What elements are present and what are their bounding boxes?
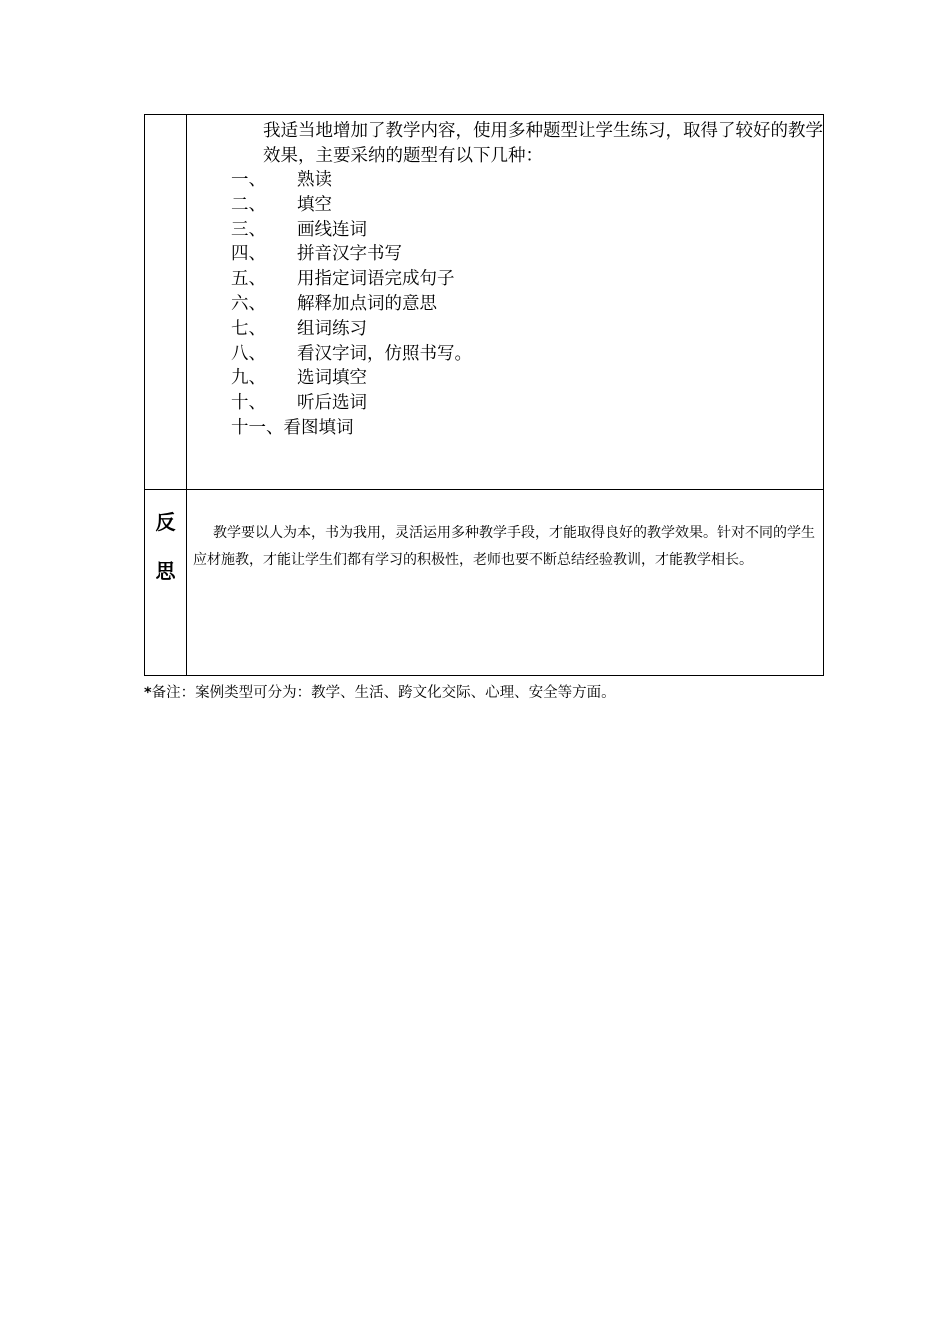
item-number: 三、 — [231, 219, 266, 240]
list-item — [231, 317, 472, 342]
item-number: 五、 — [231, 269, 266, 290]
item-text: 熟读 — [297, 170, 332, 190]
item-text: 用指定词语完成句子 — [297, 269, 455, 290]
reflection-label-cell — [145, 490, 187, 676]
item-text: 选词填空 — [297, 368, 367, 389]
list-item — [231, 242, 472, 267]
footnote — [144, 681, 616, 702]
item-text: 画线连词 — [297, 219, 367, 240]
item-text: 看汉字词，仿照书写。 — [297, 343, 472, 364]
item-number: 四、 — [231, 244, 266, 265]
item-text: 解释加点词的意思 — [297, 293, 437, 314]
list-item — [231, 416, 472, 441]
method-list — [231, 168, 472, 441]
reflection-content-cell — [187, 490, 824, 676]
list-item — [231, 168, 472, 193]
list-item — [231, 292, 472, 317]
item-text: 填空 — [297, 194, 332, 215]
case-table — [144, 114, 824, 676]
item-number: 九、 — [231, 368, 266, 389]
item-text: 听后选词 — [297, 393, 367, 414]
list-item — [231, 342, 472, 367]
list-item — [231, 391, 472, 416]
footnote-star: * — [144, 685, 152, 701]
item-number: 六、 — [231, 293, 266, 314]
item-number: 十、 — [231, 393, 266, 414]
reflection-row — [145, 490, 824, 676]
reflection-label-char: 反 — [155, 510, 176, 534]
footnote-text: 备注：案例类型可分为：教学、生活、跨文化交际、心理、安全等方面。 — [151, 685, 616, 701]
methods-content-cell — [187, 115, 824, 490]
item-number: 一、 — [231, 170, 266, 190]
methods-label-cell — [145, 115, 187, 490]
item-text: 看图填词 — [283, 417, 354, 438]
list-item — [231, 193, 472, 218]
item-number: 八、 — [231, 343, 266, 364]
intro-paragraph: 我适当地增加了教学内容，使用多种题型让学生练习，取得了较好的教学效果，主要采纳的题型有以下几种： — [263, 121, 823, 166]
item-number: 二、 — [231, 194, 266, 215]
item-text: 组词练习 — [297, 318, 367, 339]
list-item — [231, 366, 472, 391]
reflection-label-char: 思 — [155, 559, 176, 583]
item-text: 拼音汉字书写 — [297, 244, 402, 265]
reflection-paragraph: 教学要以人为本，书为我用，灵活运用多种教学手段，才能取得良好的教学效果。针对不同的学生应材施教，才能让学生们都有学习的积极性，老师也要不断总结经验教训，才能教学相长。 — [193, 525, 815, 568]
methods-row — [145, 115, 824, 490]
item-number: 十一、 — [231, 417, 284, 438]
list-item — [231, 218, 472, 243]
list-item — [231, 267, 472, 292]
item-number: 七、 — [231, 318, 266, 339]
